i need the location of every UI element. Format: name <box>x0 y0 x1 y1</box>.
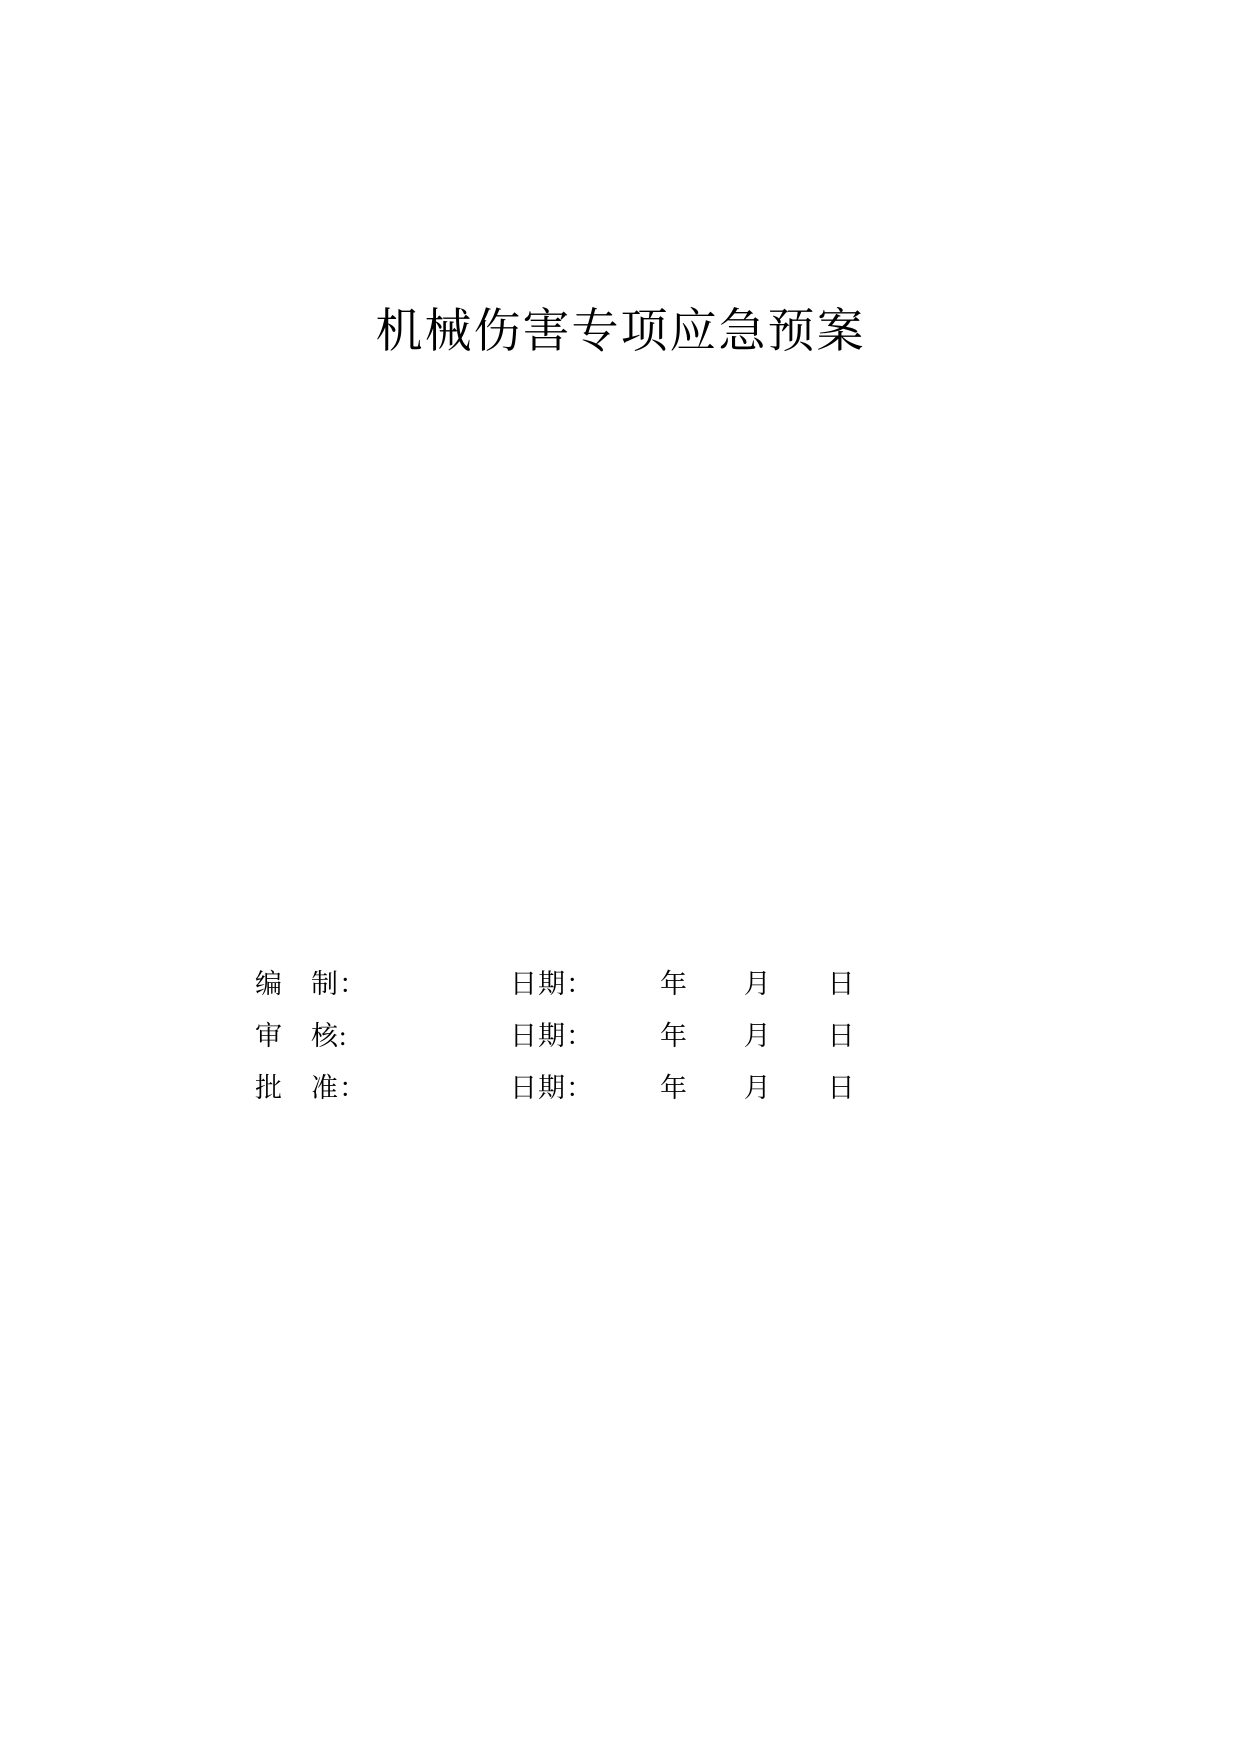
signoff-date-fields <box>660 1066 856 1105</box>
signoff-year-label: 年 <box>660 969 688 999</box>
signoff-role-label: 批 准： <box>255 1073 367 1103</box>
signoff-role-label: 审 核: <box>255 1021 348 1051</box>
signoff-year-label: 年 <box>660 1021 688 1051</box>
signoff-year-label: 年 <box>660 1073 688 1103</box>
signoff-date-label: 日期： <box>510 1073 594 1103</box>
signoff-month-label: 月 <box>743 969 772 999</box>
page-title: 机械伤害专项应急预案 <box>375 306 866 358</box>
signoff-day-label: 日 <box>827 1073 856 1103</box>
signoff-row <box>255 962 975 1014</box>
signoff-row <box>255 1066 975 1118</box>
signoff-day-label: 日 <box>827 969 856 999</box>
signoff-date-label: 日期： <box>510 1021 594 1051</box>
signoff-month-label: 月 <box>743 1021 772 1051</box>
signoff-role-label: 编 制： <box>255 969 367 999</box>
signoff-month-label: 月 <box>743 1073 772 1103</box>
signoff-date-fields <box>660 962 856 1001</box>
signoff-date-fields <box>660 1014 856 1053</box>
signoff-date-label: 日期： <box>510 969 594 999</box>
signoff-block <box>255 962 975 1118</box>
signoff-day-label: 日 <box>827 1021 856 1051</box>
signoff-row <box>255 1014 975 1066</box>
